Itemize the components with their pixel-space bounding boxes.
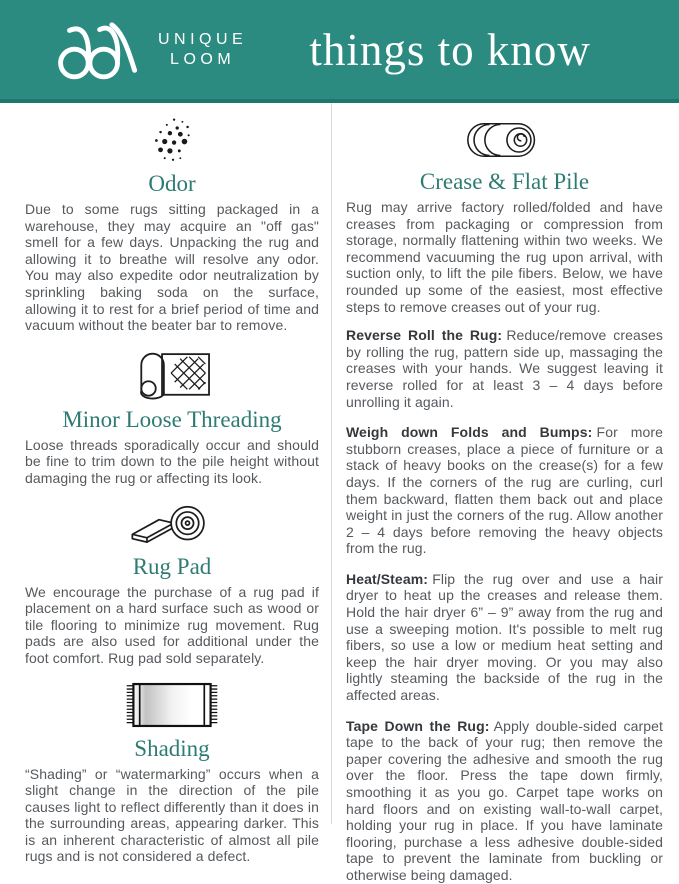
section-body-crease-flat-pile: Rug may arrive factory rolled/folded and have creases from packaging or compression from storage, normally flattening within two weeks. We recommend vacuuming the rug upon arrival, with suction only, to lift the pile fibers. Below, we have rounded up some of the easiest, most effective steps to remove creases out of your rug. [346, 199, 663, 315]
tip-body-tape-down: Apply double-sided carpet tape to the back of your rug; then remove the paper covering the adhesive and smooth the rug over the floor. Press the tape down firmly, smoothing it as you go. Carpet tape works on hard floors and on existing wall-to-wall carpet, holding your rug in place. If you have laminate flooring, purchase a less adhesive double-sided tape to prevent the laminate from buckling or otherwise being damaged. [346, 717, 663, 883]
section-minor-loose-threading [25, 346, 319, 487]
tip-body-weigh-down: For more stubborn creases, place a piece of furniture or a stack of heavy books on the crease(s) for a few days. If the corners of the rug are curling, curl them backward, flatten them back out and place weight in just the corners of the rug. Allow another 2 – 4 days before removing the heavy objects from the rug. [346, 424, 664, 557]
unrolling-rug-icon [120, 346, 224, 402]
tip-label-reverse-roll: Reverse Roll the Rug: [346, 327, 503, 344]
section-rug-pad [25, 499, 319, 667]
section-heading-minor-loose-threading: Minor Loose Threading [62, 406, 282, 432]
left-column [0, 103, 331, 865]
section-shading [25, 679, 319, 866]
brand-line2: LOOM [170, 50, 236, 68]
rug-pad-roll-icon [122, 499, 222, 549]
tip-tape-down [346, 718, 663, 884]
section-body-shading: “Shading” or “watermarking” occurs when a slight change in the direction of the pile causes light to reflect differently than it does in the surrounding areas, appearing darker. This is an inherent characteristic of almost all pile rugs and is not considered a defect. [25, 765, 319, 865]
flat-rug-icon [118, 679, 226, 731]
brand-logo-block [50, 15, 247, 85]
section-crease-flat-pile [346, 116, 663, 315]
section-body-minor-loose-threading: Loose threads sporadically occur and should be fine to trim down to the pile height without damaging the rug or affecting its look. [25, 436, 319, 486]
right-column [331, 103, 679, 883]
brand-line1: UNIQUE [158, 30, 248, 48]
section-heading-odor: Odor [148, 171, 196, 196]
tip-label-weigh-down: Weigh down Folds and Bumps: [346, 424, 593, 441]
tip-heat-steam [346, 571, 663, 704]
section-heading-shading: Shading [134, 735, 210, 761]
section-heading-crease-flat-pile: Crease & Flat Pile [419, 169, 590, 194]
tip-label-tape-down: Tape Down the Rug: [346, 717, 490, 734]
tip-reverse-roll [346, 327, 663, 410]
section-heading-rug-pad: Rug Pad [132, 553, 212, 579]
section-body-odor: Due to some rugs sitting packaged in a warehouse, they may acquire an "off gas" smell for a few days. Unpacking the rug and allowing it to breathe will resolve any odor. You may also expedite odor neutralization by sprinkling baking soda on the surface, allowing it to rest for a brief period of time and vacuum without the beater bar to remove. [25, 201, 319, 334]
page-title: things to know [309, 24, 591, 75]
section-odor [25, 116, 319, 334]
unique-loom-logo-icon [50, 15, 146, 85]
section-body-rug-pad: We encourage the purchase of a rug pad if placement on a hard surface such as wood or tile flooring to minimize rug movement. Rug pads are also used for additional under the foot comfort. Rug pad sold separately. [25, 583, 319, 666]
brand-name [158, 30, 247, 70]
odor-dots-icon [146, 116, 198, 166]
header-bar [0, 0, 679, 103]
tip-body-heat-steam: Flip the rug over and use a hair dryer to heat up the creases and release them. Hold the hair dryer 6” – 9” away from the rug and use a sweeping motion. It's possible to melt rug fibers, so use a low or medium heat setting and keep the hair dryer moving. Or you may also lightly steaming the backside of the rug in the affected areas. [346, 570, 663, 704]
tip-body-reverse-roll: Reduce/remove creases by rolling the rug, pattern side up, massaging the creases with your hands. We suggest leaving it reverse rolled for at least 3 – 4 days before unrolling it again. [346, 327, 663, 410]
rolled-rug-icon [455, 116, 555, 164]
content-area [0, 103, 679, 883]
tip-label-heat-steam: Heat/Steam: [346, 570, 429, 587]
tip-weigh-down [346, 424, 663, 557]
